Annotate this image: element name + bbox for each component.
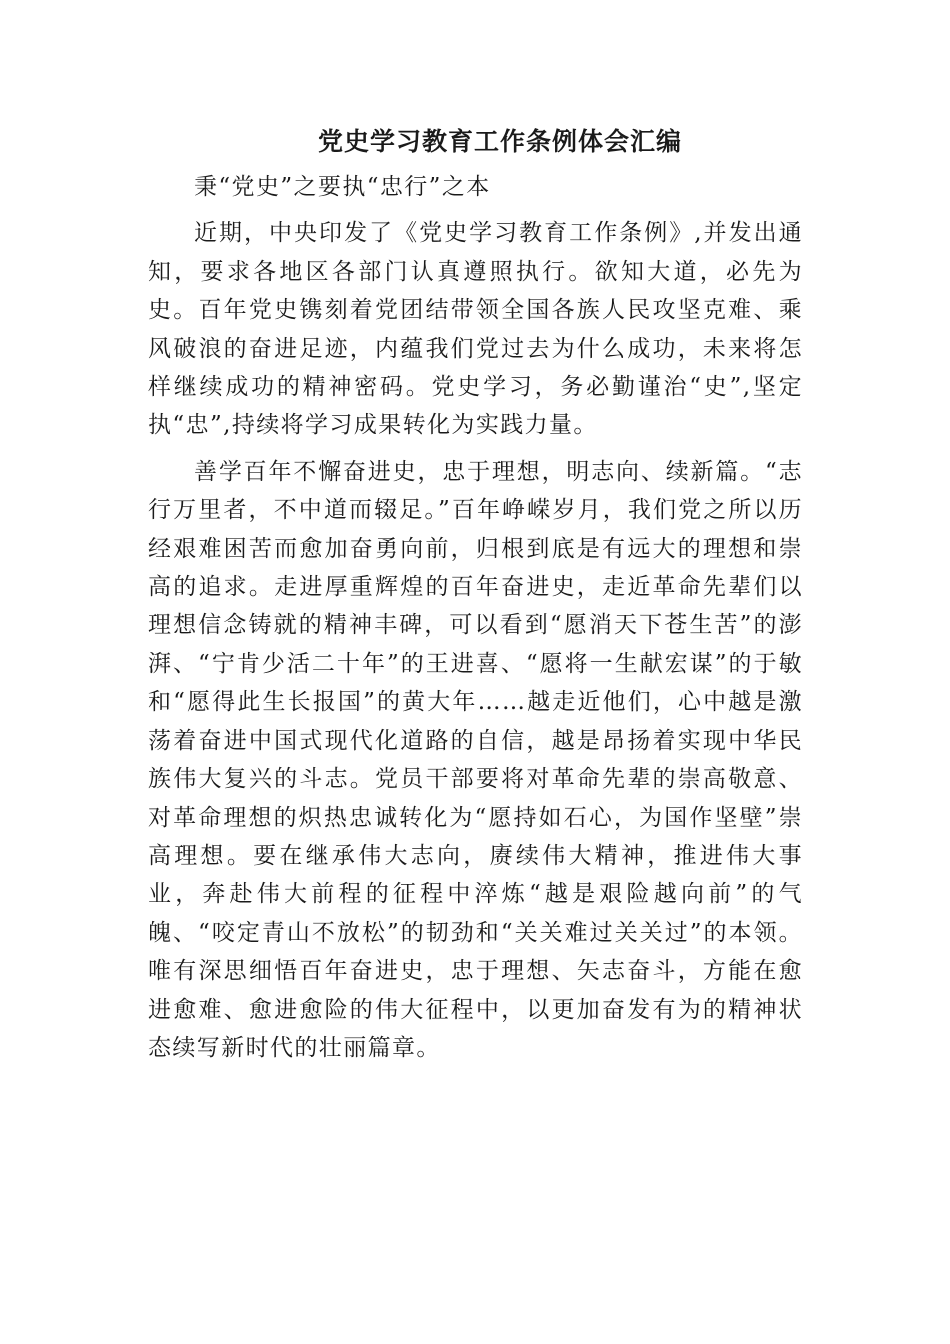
paragraph-2: 善学百年不懈奋进史，忠于理想，明志向、续新篇。“志行万里者，不中道而辍足。”百年峥嵘岁月，我们党之所以历经艰难困苦而愈加奋勇向前，归根到底是有远大的理想和崇高的追求。走进厚重辉煌的百年奋进史，走近革命先辈们以理想信念铸就的精神丰碑，可以看到“愿消天下苍生苦”的澎湃、“宁肯少活二十年”的王进喜、“愿将一生献宏谋”的于敏和“愿得此生长报国”的黄大年……越走近他们，心中越是激荡着奋进中国式现代化道路的自信，越是昂扬着实现中华民族伟大复兴的斗志。党员干部要将对革命先辈的崇高敬意、对革命理想的炽热忠诚转化为“愿持如石心，为国作坚壁”崇高理想。要在继承伟大志向，赓续伟大精神，推进伟大事业，奔赴伟大前程的征程中淬炼“越是艰险越向前”的气魄、“咬定青山不放松”的韧劲和“关关难过关关过”的本领。唯有深思细悟百年奋进史，忠于理想、矢志奋斗，方能在愈进愈难、愈进愈险的伟大征程中，以更加奋发有为的精神状态续写新时代的壮丽篇章。 [148, 458, 803, 1061]
document-body [148, 168, 803, 1067]
section-subtitle: 秉“党史”之要执“忠行”之本 [194, 174, 491, 200]
document-title: 党史学习教育工作条例体会汇编 [317, 127, 682, 156]
paragraph-1: 近期，中央印发了《党史学习教育工作条例》,并发出通知，要求各地区各部门认真遵照执行。欲知大道，必先为史。百年党史镌刻着党团结带领全国各族人民攻坚克难、乘风破浪的奋进足迹，内蕴我们党过去为什么成功，未来将怎样继续成功的精神密码。党史学习，务必勤谨治“史”,坚定执“忠”,持续将学习成果转化为实践力量。 [148, 220, 803, 439]
